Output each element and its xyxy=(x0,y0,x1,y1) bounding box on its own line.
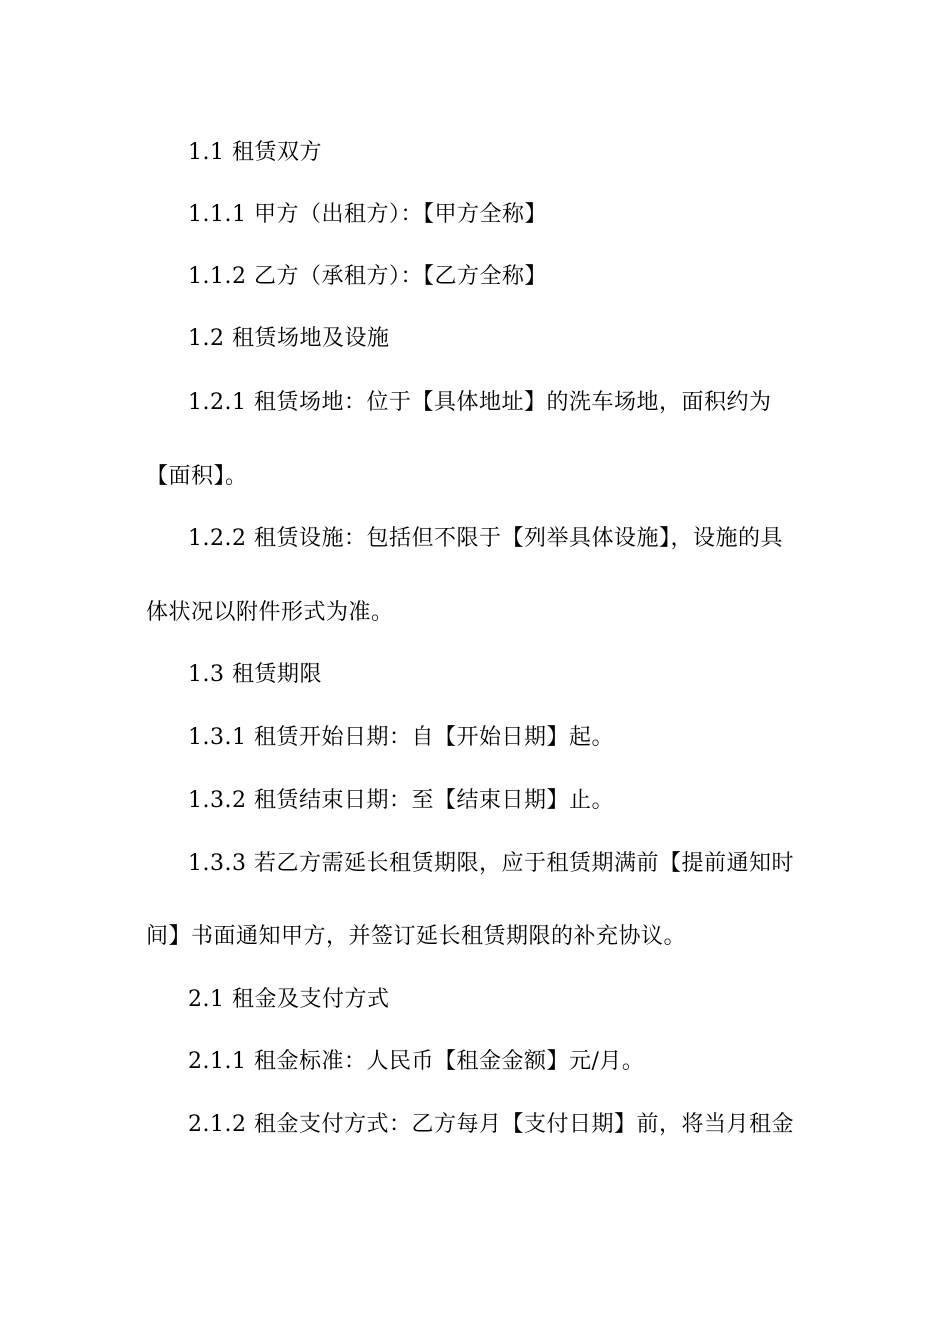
section-heading-2-1: 2.1 租金及支付方式 xyxy=(188,987,390,1012)
clause-1-2-2-continued: 体状况以附件形式为准。 xyxy=(146,600,394,625)
clause-1-3-1: 1.3.1 租赁开始日期：自【开始日期】起。 xyxy=(188,725,614,750)
clause-1-3-3-continued: 间】书面通知甲方，并签订延长租赁期限的补充协议。 xyxy=(146,924,687,949)
section-heading-1-2: 1.2 租赁场地及设施 xyxy=(188,326,390,351)
clause-1-3-2: 1.3.2 租赁结束日期：至【结束日期】止。 xyxy=(188,788,614,813)
clause-2-1-2: 2.1.2 租金支付方式：乙方每月【支付日期】前，将当月租金 xyxy=(188,1112,794,1137)
clause-1-2-1-continued: 【面积】。 xyxy=(146,464,248,489)
clause-1-3-3: 1.3.3 若乙方需延长租赁期限，应于租赁期满前【提前通知时 xyxy=(188,851,794,876)
clause-2-1-1: 2.1.1 租金标准：人民币【租金金额】元/月。 xyxy=(188,1049,645,1074)
clause-1-2-1: 1.2.1 租赁场地：位于【具体地址】的洗车场地，面积约为 xyxy=(188,390,772,415)
clause-1-2-2: 1.2.2 租赁设施：包括但不限于【列举具体设施】，设施的具 xyxy=(188,526,783,551)
section-heading-1-1: 1.1 租赁双方 xyxy=(188,140,322,165)
section-heading-1-3: 1.3 租赁期限 xyxy=(188,662,322,687)
clause-1-1-2: 1.1.2 乙方（承租方）：【乙方全称】 xyxy=(188,264,547,289)
clause-1-1-1: 1.1.1 甲方（出租方）：【甲方全称】 xyxy=(188,202,547,227)
